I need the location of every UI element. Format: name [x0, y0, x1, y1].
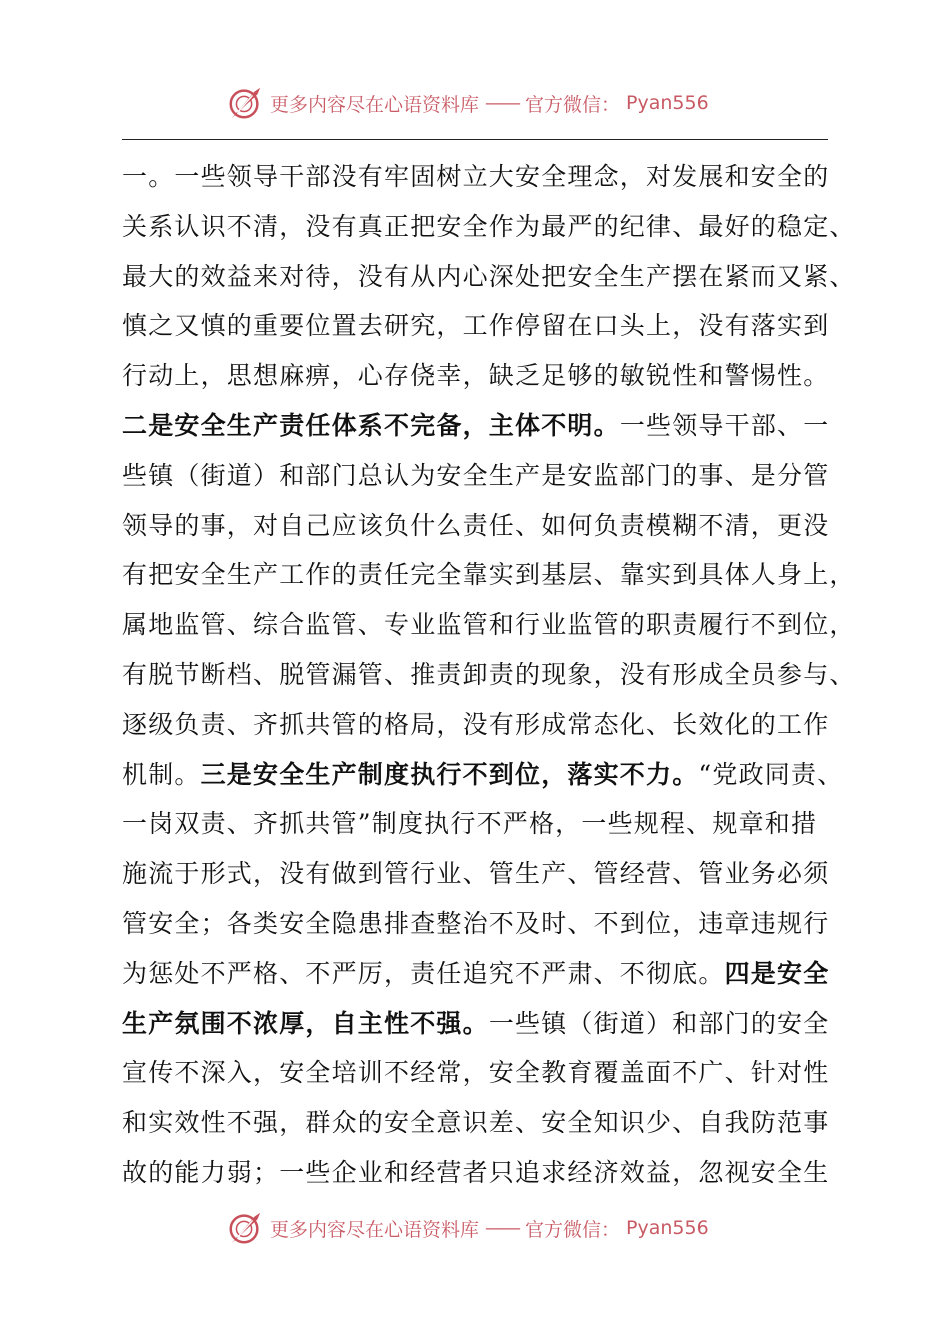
text-line: 一岗双责、齐抓共管”制度执行不严格，一些规程、规章和措 — [122, 809, 818, 839]
text-line: 宣传不深入，安全培训不经常，安全教育覆盖面不广、针对性 — [122, 1058, 830, 1088]
text-line: 些镇（街道）和部门总认为安全生产是安监部门的事、是分管 — [122, 460, 830, 490]
text-line: 有把安全生产工作的责任完全靠实到基层、靠实到具体人身上， — [122, 560, 856, 590]
text-line — [122, 750, 844, 800]
quill-seal-icon — [226, 1209, 264, 1247]
text-line: 关系认识不清，没有真正把安全作为最严的纪律、最好的稳定、 — [122, 211, 856, 241]
header-banner-dash: —— — [485, 92, 520, 114]
text-span: 机制。 — [122, 759, 201, 789]
section-heading-2: 二是安全生产责任体系不完备，主体不明。 — [122, 410, 620, 440]
header-wechat-id: Pyan556 — [626, 92, 709, 114]
text-line — [122, 949, 832, 999]
text-line: 领导的事，对自己应该负什么责任、如何负责模糊不清，更没 — [122, 510, 830, 540]
text-line: 一。一些领导干部没有牢固树立大安全理念，对发展和安全的 — [122, 162, 830, 191]
text-span: 一些领导干部、一 — [619, 410, 830, 440]
header-banner — [226, 83, 709, 123]
header-wechat-label: 官方微信： — [525, 93, 621, 116]
text-line: 和实效性不强，群众的安全意识差、安全知识少、自我防范事 — [122, 1108, 830, 1138]
section-heading-4: 四是安全 — [724, 958, 830, 988]
footer-wechat-label: 官方微信： — [525, 1218, 621, 1241]
text-line: 有脱节断档、脱管漏管、推责卸责的现象，没有形成全员参与、 — [122, 659, 856, 689]
text-line — [122, 401, 832, 451]
text-span: “党政同责、 — [698, 759, 844, 789]
text-line — [122, 999, 832, 1049]
text-span: 一些镇（街道）和部门的安全 — [488, 1008, 830, 1038]
text-span: 为惩处不严格、不严厉，责任追究不严肃、不彻底。 — [122, 958, 725, 988]
text-line: 管安全；各类安全隐患排查整治不及时、不到位，违章违规行 — [122, 908, 830, 938]
header-banner-text: 更多内容尽在心语资料库 — [270, 93, 480, 116]
text-line: 逐级负责、齐抓共管的格局，没有形成常态化、长效化的工作 — [122, 709, 830, 739]
text-line: 行动上，思想麻痹，心存侥幸，缺乏足够的敏锐性和警惕性。 — [122, 361, 830, 391]
footer-banner-dash: —— — [485, 1217, 520, 1239]
footer-wechat-id: Pyan556 — [626, 1217, 709, 1239]
section-heading-4-cont: 生产氛围不浓厚，自主性不强。 — [122, 1008, 489, 1038]
quill-seal-icon — [226, 84, 264, 122]
text-line: 最大的效益来对待，没有从内心深处把安全生产摆在紧而又紧、 — [122, 261, 856, 291]
text-line: 施流于形式，没有做到管行业、管生产、管经营、管业务必须 — [122, 859, 830, 889]
header-divider — [122, 139, 828, 140]
text-line: 慎之又慎的重要位置去研究，工作停留在口头上，没有落实到 — [122, 311, 830, 341]
text-line: 故的能力弱；一些企业和经营者只追求经济效益，忽视安全生 — [122, 1157, 830, 1187]
footer-banner — [226, 1208, 709, 1248]
section-heading-3: 三是安全生产制度执行不到位，落实不力。 — [200, 759, 699, 789]
document-body — [122, 152, 856, 1198]
footer-banner-text: 更多内容尽在心语资料库 — [270, 1218, 480, 1241]
text-line: 属地监管、综合监管、专业监管和行业监管的职责履行不到位， — [122, 610, 856, 640]
